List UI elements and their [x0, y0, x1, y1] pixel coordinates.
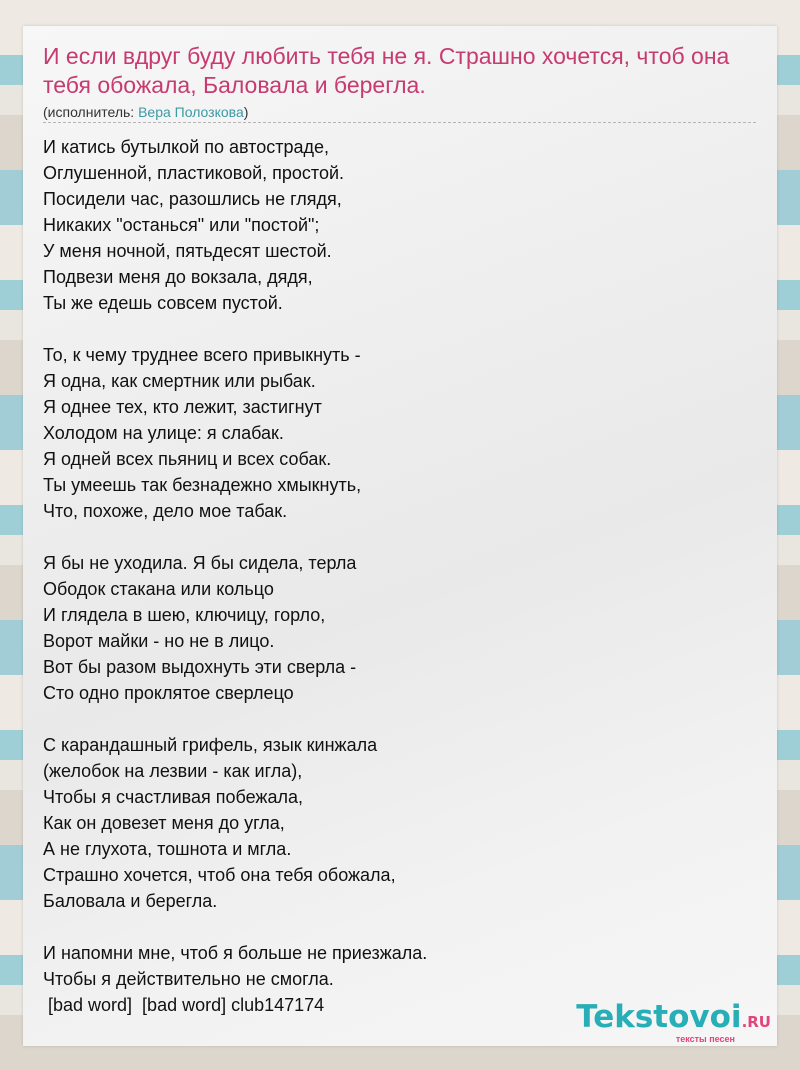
lyric-line: Я однее тех, кто лежит, застигнут: [43, 397, 322, 417]
stanza-break: [43, 914, 743, 940]
lyric-line: А не глухота, тошнота и мгла.: [43, 839, 292, 859]
lyrics-card: [23, 26, 777, 1046]
lyric-line: Ты умеешь так безнадежно хмыкнуть,: [43, 475, 362, 495]
site-logo[interactable]: [576, 1000, 771, 1044]
stanza-break: [43, 706, 743, 732]
logo-name: Tekstovoi: [576, 999, 742, 1035]
lyric-line: И глядела в шею, ключицу, горло,: [43, 605, 326, 625]
artist-close: ): [243, 104, 249, 120]
lyric-line: У меня ночной, пятьдесят шестой.: [43, 241, 332, 261]
lyric-line: Чтобы я действительно не смогла.: [43, 969, 334, 989]
logo-tagline: тексты песен: [675, 1034, 735, 1044]
lyric-line: Холодом на улице: я слабак.: [43, 423, 284, 443]
lyric-line: Страшно хочется, чтоб она тебя обожала,: [43, 865, 396, 885]
page-title: И если вдруг буду любить тебя не я. Страшно хочется, чтоб она тебя обожала, Баловала и берегла.: [43, 43, 730, 98]
artist-label: (исполнитель:: [43, 104, 139, 120]
lyric-line: Вот бы разом выдохнуть эти сверла -: [43, 657, 357, 677]
lyric-line: [bad word] [bad word] club147174: [43, 995, 325, 1015]
stanza-break: [43, 316, 743, 342]
lyric-line: Подвези меня до вокзала, дядя,: [43, 267, 313, 287]
artist-link[interactable]: Вера Полозкова: [138, 104, 244, 120]
lyric-line: (желобок на лезвии - как игла),: [43, 761, 303, 781]
lyric-line: Что, похоже, дело мое табак.: [43, 501, 288, 521]
lyric-line: Ворот майки - но не в лицо.: [43, 631, 275, 651]
artist-line: [43, 104, 756, 123]
lyric-line: Чтобы я счастливая побежала,: [43, 787, 303, 807]
lyric-line: Посидели час, разошлись не глядя,: [43, 189, 342, 209]
lyric-line: Оглушенной, пластиковой, простой.: [43, 163, 345, 183]
lyric-line: Я одна, как смертник или рыбак.: [43, 371, 316, 391]
lyric-line: И катись бутылкой по автостраде,: [43, 137, 330, 157]
lyric-line: Я одней всех пьяниц и всех собак.: [43, 449, 332, 469]
lyric-line: Ты же едешь совсем пустой.: [43, 293, 283, 313]
lyric-line: Сто одно проклятое сверлецо: [43, 683, 294, 703]
lyric-line: Я бы не уходила. Я бы сидела, терла: [43, 553, 357, 573]
lyric-line: Баловала и берегла.: [43, 891, 218, 911]
lyric-line: Никаких "останься" или "постой";: [43, 215, 320, 235]
lyric-line: С карандашный грифель, язык кинжала: [43, 735, 378, 755]
lyric-line: То, к чему труднее всего привыкнуть -: [43, 345, 361, 365]
stanza-break: [43, 524, 743, 550]
lyric-line: Ободок стакана или кольцо: [43, 579, 274, 599]
logo-tld: .RU: [741, 1013, 771, 1031]
lyric-line: И напомни мне, чтоб я больше не приезжала.: [43, 943, 428, 963]
lyric-line: Как он довезет меня до угла,: [43, 813, 285, 833]
lyrics-text: [43, 134, 743, 1018]
